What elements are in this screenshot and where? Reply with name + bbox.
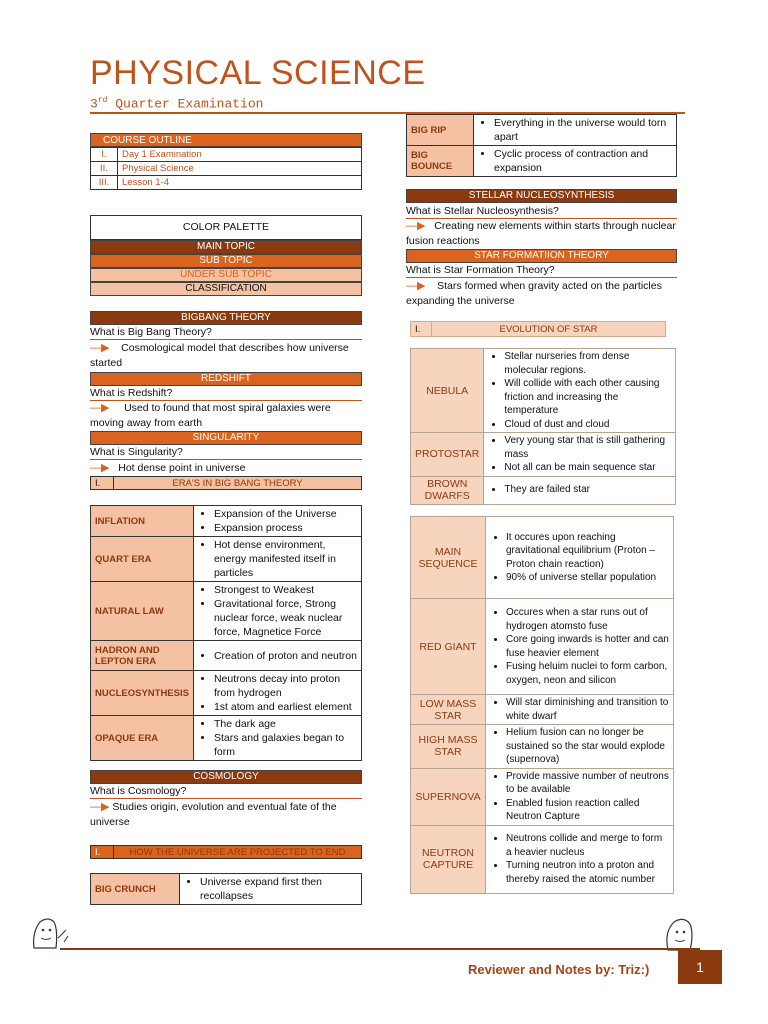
table-row: NEUTRON CAPTURE • Neutrons collide and merge to form a heavier nucleus • Turning neutron into a proton and thereby raised the atomic number: [411, 825, 674, 893]
table-row: OPAQUE ERA • The dark age • Stars and galaxies began to form: [91, 716, 362, 761]
table-row: BIG BOUNCE • Cyclic process of contraction and expansion: [407, 146, 677, 177]
table-row: QUART ERA • Hot dense environment, energy manifested itself in particles: [91, 537, 362, 582]
cosmology-question: What is Cosmology?: [90, 785, 187, 797]
course-outline-heading: COURSE OUTLINE: [90, 133, 362, 147]
table-row: III. Lesson 1-4: [91, 176, 362, 190]
star-formation-answer: —▶ Stars formed when gravity acted on the particles expanding the universe: [406, 280, 662, 307]
footer-rule: [60, 948, 700, 950]
table-row: HIGH MASS STAR • Helium fusion can no longer be sustained so the star would explode (supernova): [411, 725, 674, 769]
page-number: 1: [678, 950, 722, 984]
subtitle-text: Quarter Examination: [107, 96, 264, 112]
stellar-heading: STELLAR NUCLEOSYNTHESIS: [406, 189, 677, 203]
table-row: NATURAL LAW • Strongest to Weakest • Gravitational force, Strong nuclear force, weak nuclear force, Magnetice Force: [91, 582, 362, 641]
question-rule: [90, 339, 362, 340]
eras-table: [90, 505, 362, 761]
table-row: BIG CRUNCH • Universe expand first then recollapses: [91, 874, 362, 905]
arrow-icon: —▶: [90, 402, 110, 414]
arrow-icon: —▶: [406, 280, 426, 292]
palette-under-sub-topic: UNDER SUB TOPIC: [90, 268, 362, 282]
stellar-question: What is Stellar Nucleosynthesis?: [406, 205, 559, 217]
subtitle-number: 3: [90, 96, 98, 112]
cosmology-answer: —▶ Studies origin, evolution and eventual fate of the universe: [90, 801, 337, 828]
palette-sub-topic: SUB TOPIC: [90, 254, 362, 268]
table-row: BROWN DWARFS • They are failed star: [411, 476, 676, 504]
star-formation-question: What is Star Formation Theory?: [406, 264, 555, 276]
table-row: MAIN SEQUENCE • It occures upon reaching gravitational equilibrium (Proton – Proton chain reaction) • 90% of universe stellar population: [411, 517, 674, 599]
footer-credit: Reviewer and Notes by: Triz:): [468, 962, 650, 977]
palette-classification: CLASSIFICATION: [90, 282, 362, 296]
table-row: I. Day 1 Examination: [91, 148, 362, 162]
palette-heading: COLOR PALETTE: [90, 215, 362, 240]
palette-main-topic: MAIN TOPIC: [90, 240, 362, 254]
redshift-answer: —▶ Used to found that most spiral galaxies were moving away from earth: [90, 402, 331, 429]
table-row: INFLATION • Expansion of the Universe • Expansion process: [91, 506, 362, 537]
big-crunch-table: [90, 873, 362, 905]
ends-table: [406, 114, 677, 177]
table-row: NEBULA • Stellar nurseries from dense molecular regions. • Will collide with each other causing friction and increasing the temperature • Cloud of dust and cloud: [411, 349, 676, 433]
singularity-answer: —▶ Hot dense point in universe: [90, 462, 246, 474]
table-row: II. Physical Science: [91, 162, 362, 176]
end-heading-bar: I. HOW THE UNIVERSE ARE PROJECTED TO END: [90, 845, 362, 859]
cosmology-heading: COSMOLOGY: [90, 770, 362, 784]
arrow-icon: —▶: [90, 801, 110, 813]
star-formation-heading: STAR FORMATIION THEORY: [406, 249, 677, 263]
question-rule: [90, 798, 362, 799]
course-outline-table: [90, 147, 362, 190]
subtitle-sup: rd: [97, 96, 108, 105]
stellar-answer: —▶ Creating new elements within starts through nuclear fusion reactions: [406, 220, 676, 247]
table-row: LOW MASS STAR • Will star diminishing and transition to white dwarf: [411, 695, 674, 725]
evolution-table-2: [410, 516, 674, 894]
arrow-icon: —▶: [406, 220, 426, 232]
question-rule: [90, 459, 362, 460]
table-row: NUCLEOSYNTHESIS • Neutrons decay into proton from hydrogen • 1st atom and earliest element: [91, 671, 362, 716]
question-rule: [406, 277, 677, 278]
table-row: HADRON AND LEPTON ERA • Creation of proton and neutron: [91, 641, 362, 671]
evolution-heading-bar: I. EVOLUTION OF STAR: [410, 321, 666, 337]
meme-face-icon: [28, 912, 72, 952]
table-row: SUPERNOVA • Provide massive number of neutrons to be available • Enabled fusion reaction called Neutron Capture: [411, 768, 674, 825]
page-title: PHYSICAL SCIENCE: [90, 54, 426, 92]
arrow-icon: —▶: [90, 462, 110, 474]
bigbang-answer: —▶ Cosmological model that describes how universe started: [90, 342, 349, 369]
evolution-table-1: [410, 348, 676, 505]
table-row: BIG RIP • Everything in the universe would torn apart: [407, 115, 677, 146]
singularity-question: What is Singularity?: [90, 446, 183, 458]
singularity-heading: SINGULARITY: [90, 431, 362, 445]
redshift-heading: REDSHIFT: [90, 372, 362, 386]
table-row: PROTOSTAR • Very young star that is still gathering mass • Not all can be main sequence star: [411, 433, 676, 477]
meme-face-icon: [660, 912, 700, 952]
eras-heading-bar: I. ERA'S IN BIG BANG THEORY: [90, 476, 362, 490]
bigbang-heading: BIGBANG THEORY: [90, 311, 362, 325]
table-row: RED GIANT • Occures when a star runs out of hydrogen atomsto fuse • Core going inwards is hotter and can fuse heavier element • Fusing heluim nuclei to form carbon, oxygen, neon and silicon: [411, 599, 674, 695]
arrow-icon: —▶: [90, 342, 110, 354]
page-subtitle: [90, 96, 263, 111]
redshift-question: What is Redshift?: [90, 387, 173, 399]
bigbang-question: What is Big Bang Theory?: [90, 326, 212, 338]
